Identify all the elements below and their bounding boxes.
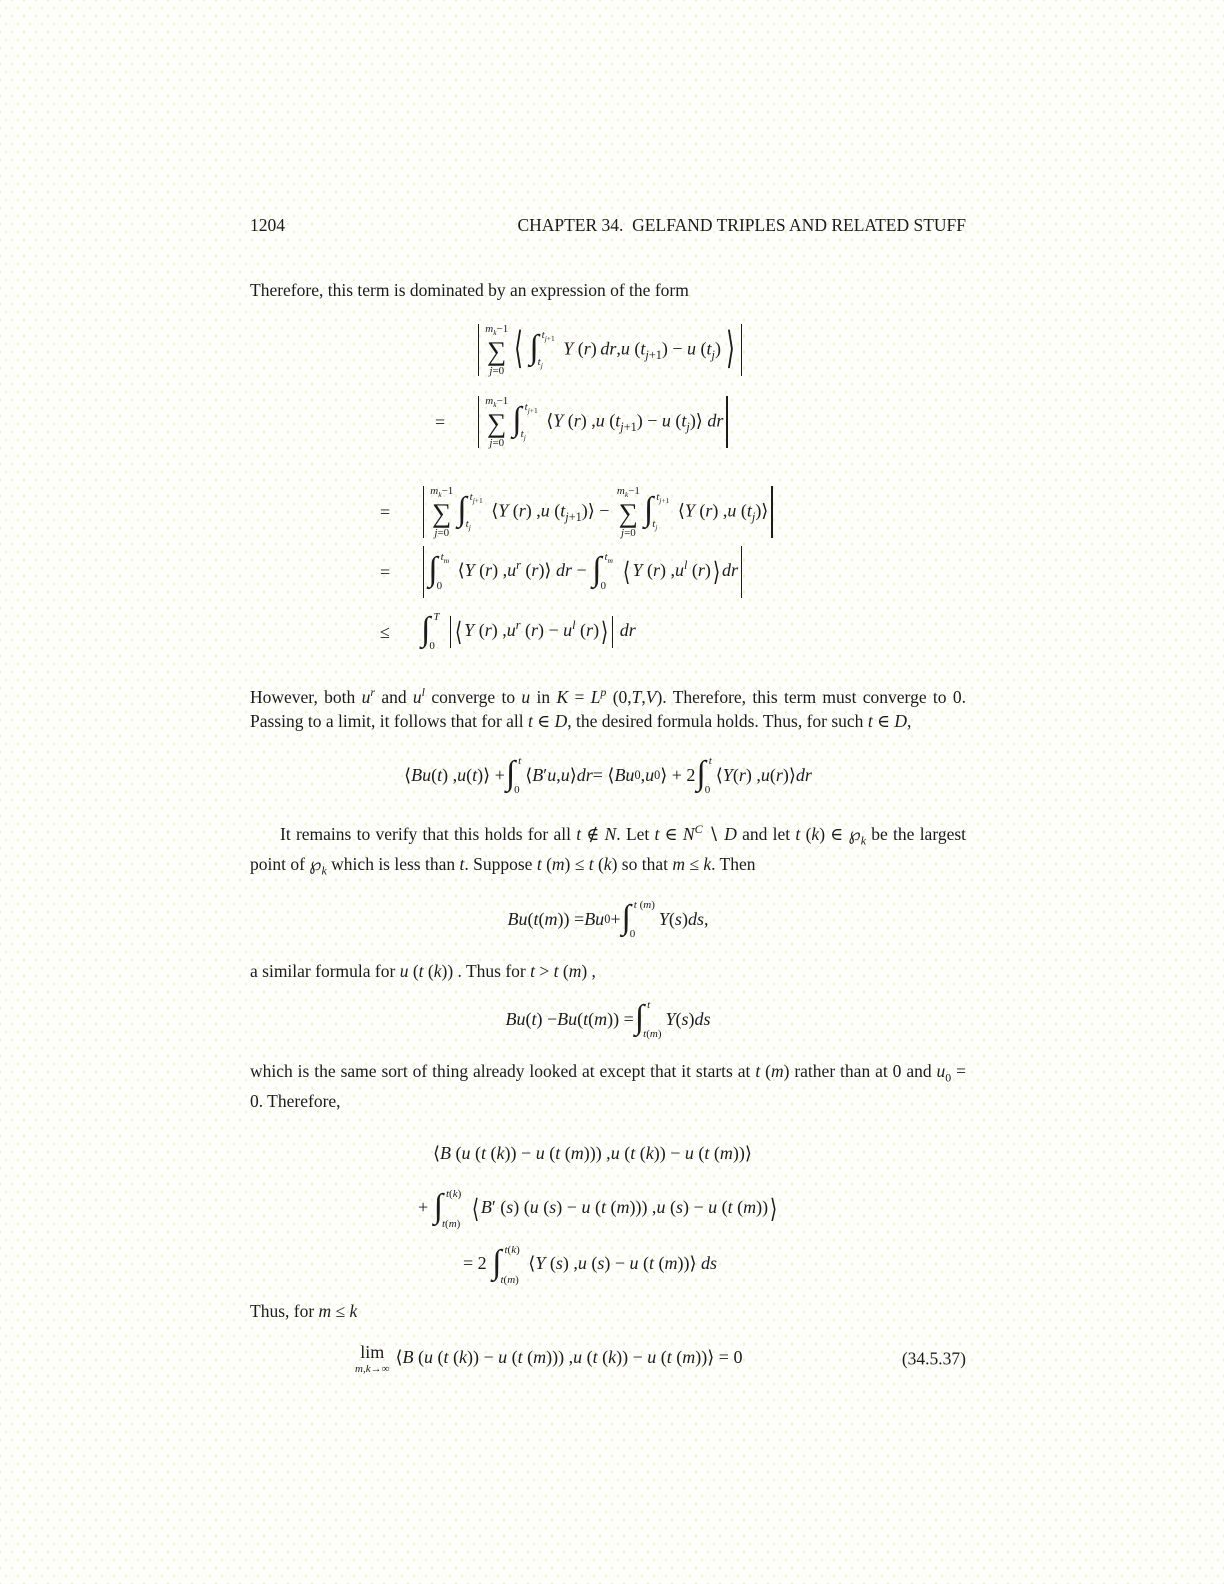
relation-symbol: ≤: [380, 621, 390, 642]
equation-limit: [250, 1331, 966, 1387]
chapter-title: CHAPTER 34. GELFAND TRIPLES AND RELATED STUFF: [517, 215, 966, 235]
relation-symbol: =: [380, 561, 391, 582]
equation-expression: ∫ T 0 ⟨ Y (r) $,u^r$ $(r) - u^l$ (r) ⟩ dr: [421, 611, 636, 653]
equation-row: [380, 482, 966, 542]
page-header: [250, 215, 966, 236]
equation-expression: = 2 ∫ t(k) t(m) ⟨Y (s) ,u (s) − u (t (m))⟩ ds: [463, 1244, 718, 1286]
equation-row: [435, 314, 966, 386]
equation-row: [418, 1181, 966, 1237]
paragraph-which-is: which is the same sort of thing already looked at except that it starts at t (m) rather than at 0 and $u_0 = 0$. Therefore,: [250, 1060, 967, 1112]
paragraph-intro: Therefore, this term is dominated by an expression of the form: [250, 280, 689, 300]
equation-bu-tm: Bu ( t ( m )) = Bu 0 + ∫ t (m) 0 Y ( s ) ds ,: [507, 898, 709, 941]
equation-expression: $m_k-1$ ∑ j=0 ⟨ ∫ $t_{j+1}$ $t_j$ Y (r) dr,u $(t_{j+1}) - u$ $(t_j)$ ⟩: [475, 323, 745, 377]
equation-row: [433, 1125, 966, 1181]
equation-block-inner-product: [250, 1125, 966, 1293]
relation-symbol: =: [380, 501, 391, 522]
equation-expression: + ∫ t(k) t(m) ⟨ B′ (s) (u (s) − u (t (m))) ,u (s) − u (t (m)) ⟩: [418, 1188, 778, 1230]
equation-block-estimate: [380, 482, 966, 662]
equation-row: [463, 1237, 966, 1293]
paragraph-remains: It remains to verify that this holds for all t ∉ N. Let t ∈ $N^C$ ∖ D and let t (k) ∈ $℘_k$ be the largest point of $℘_k$ which is less than t. Suppose t (m) ≤ t (k) so that m ≤ k. Then: [250, 821, 967, 878]
equation-row: [435, 386, 966, 458]
paragraph-similar-formula: a similar formula for u (t (k)) . Thus for t > t (m) ,: [250, 960, 596, 981]
equation-expression: ∫ $t_m$ 0 ⟨Y (r) $,u^r$ (r)⟩ dr − ∫ $t_m$ 0 ⟨ Y (r) $,u^l$ (r) ⟩ dr: [420, 546, 745, 598]
equation-bu-difference: Bu ( t ) − Bu ( t ( m )) = ∫ t t(m) Y ( s ) ds: [505, 998, 711, 1041]
paragraph-thus: Thus, for m ≤ k: [250, 1301, 358, 1322]
text-column: [250, 215, 966, 1387]
equation-number: (34.5.37): [901, 1348, 966, 1369]
equation-row: [380, 602, 966, 662]
equation-expression: lim m,k→∞ ⟨B (u (t (k)) − u (t (m))) ,u (t (k)) − u (t (m))⟩ = 0: [355, 1342, 743, 1375]
equation-energy-formula: ⟨ Bu ( t ) , u ( t )⟩ + ∫ t 0 ⟨ B ′ u , u ⟩ dr = ⟨ Bu 0 , u 0 ⟩ + 2 ∫ t 0 ⟨ Y ( r ) , u ( r )⟩ dr: [404, 754, 812, 797]
relation-symbol: =: [435, 411, 446, 432]
paragraph-however: However, both $u^r$ and $u^l$ converge to u in $K = L^p$ (0,T,V). Therefore, this term must converge to 0. Passing to a limit, it follows that for all t ∈ D, the desired formula holds. Thus, for such t ∈ D,: [250, 685, 966, 731]
page-number: 1204: [250, 215, 285, 235]
equation-expression: ⟨B (u (t (k)) − u (t (m))) ,u (t (k)) − u (t (m))⟩: [433, 1142, 752, 1163]
equation-expression: $m_k-1$ ∑ j=0 ∫ $t_{j+1}$ $t_j$ ⟨Y (r) ,u $(t_{j+1}) - u$ $(t_j)⟩$ dr: [475, 395, 731, 449]
equation-row: [380, 542, 966, 602]
equation-expression: $m_k-1$ ∑ j=0 ∫ $t_{j+1}$ $t_j$ ⟨Y (r) ,u $(t_{j+1})⟩$ − $m_k-1$ ∑ j=0 ∫ $t_{j+1}$ $t_j$ ⟨Y (r) ,u $(t_j)⟩$: [420, 485, 776, 539]
equation-block-dominated: [435, 314, 966, 458]
